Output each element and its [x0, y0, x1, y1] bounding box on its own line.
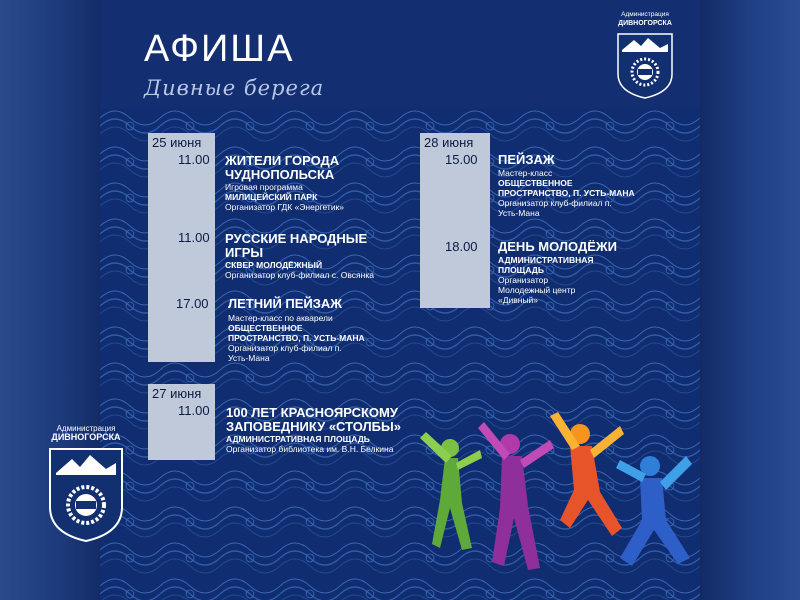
event-detail: Молодежный центр	[498, 285, 576, 295]
figure-purple	[478, 422, 554, 570]
side-emblem	[44, 424, 128, 550]
figure-orange	[550, 412, 624, 536]
event-time: 11.00	[178, 230, 210, 245]
event-detail: Усть-Мана	[228, 353, 270, 363]
event-detail: Организатор	[498, 275, 549, 285]
emblem-caption-line1: Администрация	[621, 11, 669, 18]
event-detail: АДМИНИСТРАТИВНАЯ ПЛОЩАДЬ	[226, 434, 370, 444]
event-block	[228, 297, 438, 363]
header-emblem	[612, 10, 678, 102]
event-detail: Организатор клуб-филиал с. Овсянка	[225, 270, 374, 280]
city-coat-of-arms-icon	[46, 445, 126, 545]
date-label: 28 июня	[424, 135, 474, 150]
event-time: 11.00	[178, 152, 210, 167]
poster	[100, 0, 700, 600]
event-title-line: ЧУДНОПОЛЬСКА	[225, 167, 335, 182]
event-title-line: РУССКИЕ НАРОДНЫЕ	[225, 231, 368, 246]
date-bar-june-25	[148, 133, 215, 362]
date-label: 27 июня	[152, 386, 202, 401]
jumping-people-illustration	[410, 408, 700, 600]
date-label: 25 июня	[152, 135, 202, 150]
event-detail: АДМИНИСТРАТИВНАЯ	[498, 255, 594, 265]
figure-green	[420, 432, 482, 550]
event-title-line: ЖИТЕЛИ ГОРОДА	[225, 153, 340, 168]
backdrop-right	[700, 0, 800, 600]
event-title-line: ДЕНЬ МОЛОДЁЖИ	[498, 239, 618, 254]
event-detail: СКВЕР МОЛОДЁЖНЫЙ	[225, 260, 323, 270]
event-detail: МИЛИЦЕЙСКИЙ ПАРК	[225, 192, 318, 202]
side-emblem-caption-line1: Администрация	[56, 424, 116, 433]
event-block	[498, 153, 688, 218]
event-time: 17.00	[176, 296, 209, 311]
event-block	[226, 406, 436, 454]
event-detail: Игровая программа	[225, 182, 303, 192]
event-detail: Организатор клуб-филиал п.	[228, 343, 342, 353]
event-detail: Организатор библиотека им. В.Н. Белкина	[226, 444, 394, 454]
event-title-line: ЗАПОВЕДНИКУ «СТОЛБЫ»	[226, 419, 401, 434]
event-detail: ПЛОЩАДЬ	[498, 265, 544, 275]
emblem-caption-line2: ДИВНОГОРСКА	[618, 20, 672, 27]
event-detail: Усть-Мана	[498, 208, 540, 218]
event-time: 11.00	[178, 403, 210, 418]
event-time: 18.00	[445, 239, 478, 254]
poster-title: АФИША	[144, 28, 295, 70]
side-emblem-caption-line2: ДИВНОГОРСКА	[51, 432, 121, 442]
event-detail: Мастер-класс	[498, 168, 553, 178]
event-detail: «Дивный»	[498, 295, 539, 305]
event-detail: ОБЩЕСТВЕННОЕ	[498, 178, 573, 188]
event-detail: ОБЩЕСТВЕННОЕ	[228, 323, 303, 333]
event-title-line: 100 ЛЕТ КРАСНОЯРСКОМУ	[226, 405, 398, 420]
figure-blue	[616, 456, 692, 566]
event-detail: Организатор клуб-филиал п.	[498, 198, 612, 208]
event-time: 15.00	[445, 152, 478, 167]
event-title-line: ПЕЙЗАЖ	[498, 152, 555, 167]
event-detail: ПРОСТРАНСТВО, П. УСТЬ-МАНА	[228, 333, 365, 343]
city-coat-of-arms-icon	[614, 30, 676, 100]
event-block	[225, 232, 435, 280]
event-title-line: ИГРЫ	[225, 245, 264, 260]
event-block	[498, 240, 688, 305]
poster-subtitle: Дивные берега	[144, 76, 325, 100]
event-title-line: ЛЕТНИЙ ПЕЙЗАЖ	[228, 296, 343, 311]
event-detail: Мастер-класс по акварели	[228, 313, 333, 323]
event-detail: Организатор ГДК «Энергетик»	[225, 202, 345, 212]
event-detail: ПРОСТРАНСТВО, П. УСТЬ-МАНА	[498, 188, 635, 198]
event-block	[225, 154, 435, 212]
